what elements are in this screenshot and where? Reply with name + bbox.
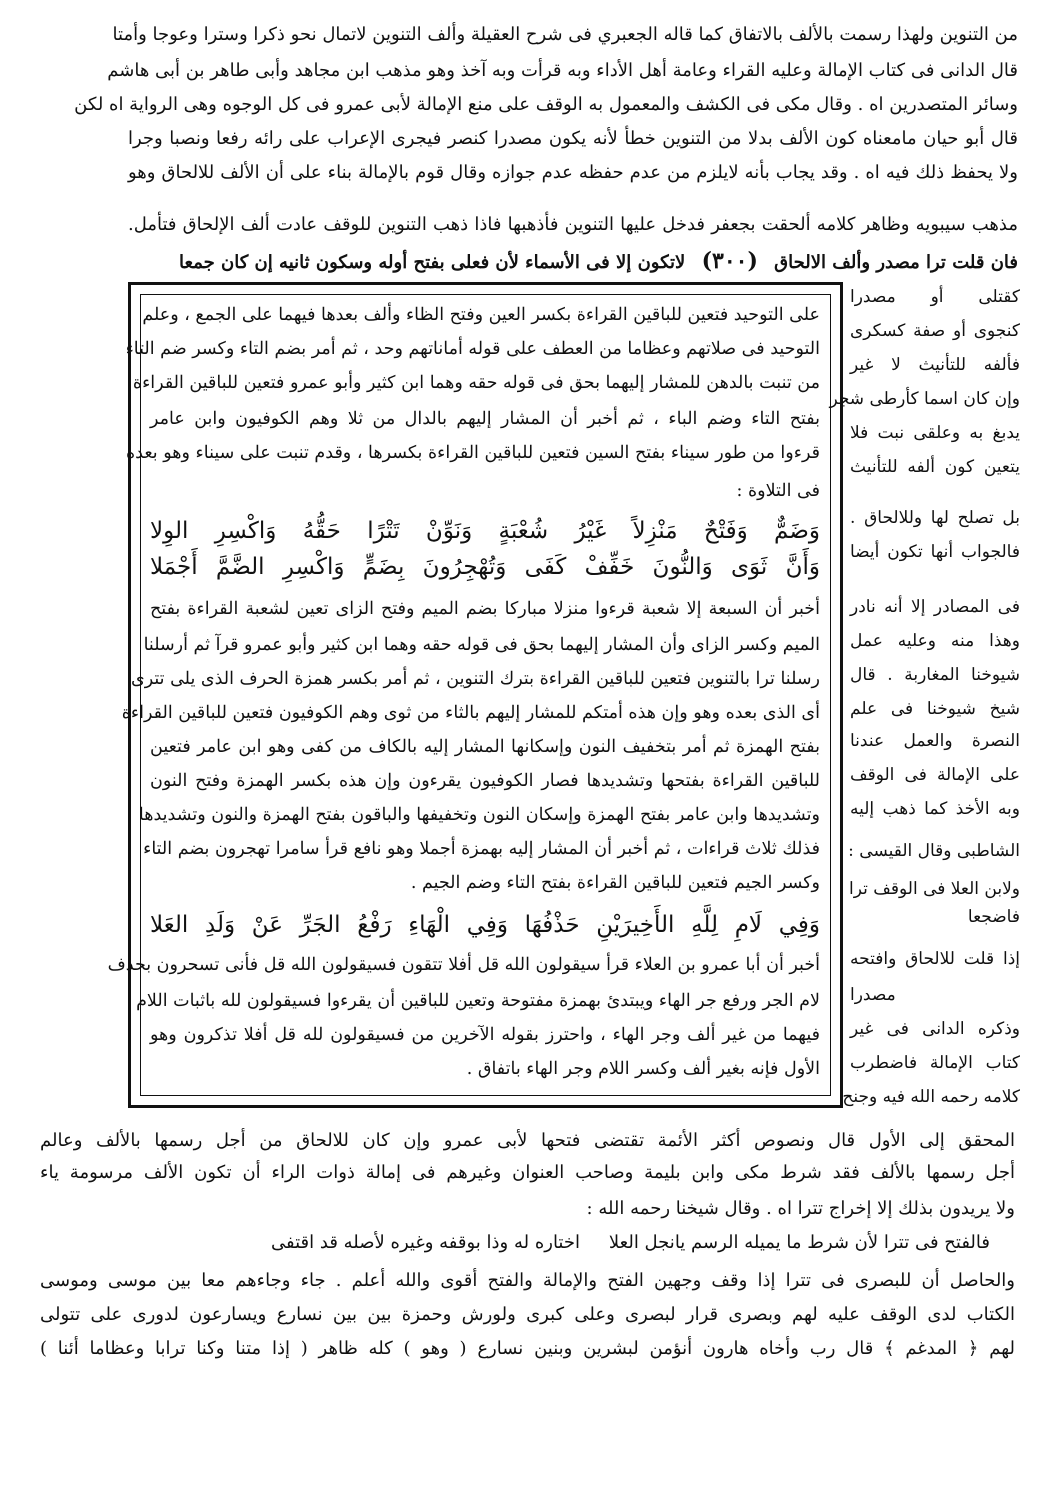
page-number-line <box>128 246 1018 278</box>
side-line: وبه الأخذ كما ذهب إليه <box>850 799 1020 819</box>
box-line: أخبر أن السبعة إلا شعبة قرءوا منزلا مباركا بضم الميم وفتح الزاى تعين لشعبة القراءة بفتح <box>150 599 820 619</box>
text-line: ولا يحفظ ذلك فيه اه . وقد يجاب بأنه لايلزم من عدم حفظه عدم جوازه وقال قوم بالإمالة بناء على أن الألف للالحاق وهو <box>128 162 1018 183</box>
side-line: فالجواب أنها تكون أيضا <box>850 542 1020 562</box>
box-line: فى التلاوة : <box>736 481 820 501</box>
side-line: شيخ شيوخنا فى علم <box>850 699 1020 719</box>
box-line: من تنبت بالدهن للمشار إليهما بحق فى قوله حقه وهما ابن كثير وأبو عمرو فتعين للباقين القراءة <box>132 373 820 393</box>
side-line: كتاب الإمالة فاضطرب <box>850 1053 1020 1073</box>
box-line: للباقين القراءة بفتحها وتشديدها فصار الكوفيون يقرءون وإن هذه بكسر الهمزة وفتح النون <box>150 771 820 791</box>
box-line: على التوحيد فتعين للباقين القراءة بكسر العين وفتح الظاء وألف بعدها فيهما على الجمع ، وعلم <box>142 305 820 325</box>
side-line: يدبغ به وعلقى نبت فلا <box>850 423 1020 443</box>
side-line: فى المصادر إلا أنه نادر <box>850 597 1020 617</box>
side-line: مصدرا <box>850 985 896 1005</box>
box-line: الميم وكسر الزاى وأن المشار إليهما بحق فى قوله حقه وهما ابن كثير وأبو عمرو قرآ ثم أرسلنا <box>143 635 820 655</box>
text-line: المحقق إلى الأول قال ونصوص أكثر الأئمة تقتضى فتحها لأبى عمرو وإن كان للالحاق من أجل رسمها بالألف وعالم <box>40 1130 1015 1151</box>
text-line: ولا يريدون بذلك إلا إخراج تترا اه . وقال شيخنا رحمه الله : <box>586 1198 1015 1219</box>
box-line: رسلنا ترا بالتنوين فتعين للباقين القراءة بترك التنوين ، ثم أمر بكسر همزة الحرف الذى يلى تترى <box>131 669 820 689</box>
poem-verse: وَأَنَّ ثَوَى وَالنُّونَ خَفِّفْ كَفَى وَتُهْجِرُونَ بِضَمٍّ وَاكْسِرِ الضَّمَّ أَجْمَلا <box>150 554 820 580</box>
side-line: وإن كان اسما كأرطى شجر <box>829 389 1020 409</box>
text-line: أجل رسمها بالألف فقد شرط مكى وابن بليمة وصاحب العنوان وغيرهم فى إمالة ذوات الراء أن تكون الألف مرسومة ياء <box>40 1162 1015 1183</box>
text-line: والحاصل أن للبصرى فى تترا إذا وقف وجهين الفتح والإمالة والفتح أقوى والله أعلم . جاء وجاءهم معا بين موسى وموسى <box>40 1270 1016 1291</box>
side-line: إذا قلت للالحاق وافتحه <box>850 949 1020 969</box>
box-line: أى الذى بعده وهو وإن هذه أمتكم للمشار إليهم بالثاء من ثوى وهم الكوفيون فتعين للباقين القراءة <box>121 703 820 723</box>
text-line: قال أبو حيان مامعناه كون الألف بدلا من التنوين خطأ لأنه يكون مصدرا كنصر فيجرى الإعراب على رائه رفعا ونصبا وجرا <box>128 128 1018 149</box>
poem-left-hemistich: اختاره له وذا بوقفه وغيره لأصله قد اقتفى <box>271 1232 580 1253</box>
poem-right-hemistich: فالفتح فى تترا لأن شرط ما يميله الرسم يانجل العلا <box>608 1232 990 1253</box>
page-number-line-left-text: لاتكون إلا فى الأسماء لأن فعلى بفتح أوله وسكون ثانيه إن كان جمعا <box>179 252 686 273</box>
box-line: وكسر الجيم فتعين للباقين القراءة بفتح التاء وضم الجيم . <box>410 873 820 893</box>
page-number-line-right-text: فان قلت ترا مصدر وألف الالحاق <box>774 252 1018 273</box>
text-line: من التنوين ولهذا رسمت بالألف بالاتفاق كما قاله الجعبري فى شرح العقيلة وألف التنوين لاتمال نحو ذكرا وسترا وعوجا وأمتا <box>112 24 1018 45</box>
page-number: (٣٠٠) <box>701 248 758 274</box>
text-line: وسائر المتصدرين اه . وقال مكى فى الكشف والمعمول به الوقف على منع الإمالة لأبى عمرو فى كل الوجوه وهى الرواية اه لكن <box>74 94 1018 115</box>
side-line: شيوخنا المغاربة . قال <box>850 665 1020 685</box>
side-line: على الإمالة فى الوقف <box>850 765 1020 785</box>
side-line: النصرة والعمل عندنا <box>850 731 1020 751</box>
box-line: الأول فإنه بغير ألف وكسر اللام وجر الهاء باتفاق . <box>466 1059 820 1079</box>
box-line: فيهما من غير ألف وجر الهاء ، واحترز بقوله الآخرين من فسيقولون لله قل أفلا تذكرون وهو <box>150 1025 820 1045</box>
text-line: الكتاب لدى الوقف عليه لهم وبصرى قرار لبصرى وعلى كبرى ولورش وحمزة بين بين نسارع ويسارعون لدورى على تتولى <box>40 1304 1015 1325</box>
side-line: وهذا منه وعليه عمل <box>850 631 1020 651</box>
side-line: فاضجعا <box>967 907 1020 927</box>
text-line: قال الدانى فى كتاب الإمالة وعليه القراء وعامة أهل الأداء وبه قرأت وبه آخذ وهو مذهب ابن مجاهد وأبى طاهر بن أبى هاشم <box>107 60 1018 81</box>
side-line: يتعين كون ألفه للتأنيث <box>850 457 1020 477</box>
box-line: وتشديدها وابن عامر بفتح الهمزة وإسكان النون وتخفيفها والباقون بفتح الهمزة والنون وتشديدها <box>138 805 820 825</box>
box-line: التوحيد فى صلاتهم وعظاما من العطف على قوله أماناتهم وحد ، ثم أمر بضم التاء وكسر ضم التاء <box>125 339 820 359</box>
side-line: ولابن العلا فى الوقف ترا <box>849 879 1020 899</box>
side-line: فألفه للتأنيث لا غير <box>850 355 1020 375</box>
text-line: مذهب سيبويه وظاهر كلامه ألحقت بجعفر فدخل عليها التنوين فأذهبها فاذا ذهب التنوين للوقف عادت ألف الإلحاق فتأمل. <box>128 214 1018 235</box>
side-line: كنجوى أو صفة كسكرى <box>850 321 1020 341</box>
poem-verse: وَفِي لَامِ لِلَّهِ الأَخِيرَيْنِ حَذْفُهَا وَفِي الْهَاءِ رَفْعُ الجَرِّ عَنْ وَلَدِ العَلا <box>150 912 820 938</box>
box-line: بفتح الهمزة ثم أمر بتخفيف النون وإسكانها المشار إليه بالكاف من كفى وهو ابن عامر فتعين <box>150 737 820 757</box>
side-line: الشاطبى وقال القيسى : <box>848 841 1020 861</box>
side-line: بل تصلح لها وللالحاق . <box>850 508 1020 528</box>
box-line: أخبر أن أبا عمرو بن العلاء قرأ سيقولون الله قل أفلا تتقون فسيقولون الله قل فأنى تسحرون بحذف <box>107 955 820 975</box>
box-line: فذلك ثلاث قراءات ، ثم أخبر أن المشار إليه بهمزة أجملا وهو نافع قرأ سامرا تهجرون بضم التاء <box>143 839 820 859</box>
poem-verse: وَضَمٌّ وَفَتْحٌ مَنْزِلاً غَيْرُ شُعْبَةٍ وَنَوِّنْ تَتْرًا حَقُّهُ وَاكْسِرِ الوِلا <box>150 518 820 544</box>
side-line: كلامه رحمه الله فيه وجنح <box>842 1087 1020 1107</box>
box-line: لام الجر ورفع جر الهاء ويبتدئ بهمزة مفتوحة وتعين للباقين أن يقرءوا فسيقولون لله باثبات اللام <box>136 991 820 1011</box>
side-line: وذكره الدانى فى غير <box>850 1019 1020 1039</box>
box-line: بفتح التاء وضم الباء ، ثم أخبر أن المشار إليهم بالدال من ثلا وهم الكوفيون وابن عامر <box>150 409 820 429</box>
text-line: لهم ﴿ المدغم ﴾ قال رب وأخاه هارون أنؤمن لبشرين وبنين نسارع ( وهو ) كله ظاهر ( إذا متنا وكنا ترابا وعظاما أئنا ) <box>40 1338 1015 1359</box>
box-line: قرءوا من طور سيناء بفتح السين فتعين للباقين القراءة بكسرها ، وقدم تنبت على سيناء وهو بعده <box>126 443 820 463</box>
side-line: كقتلى أو مصدرا <box>850 287 1020 307</box>
